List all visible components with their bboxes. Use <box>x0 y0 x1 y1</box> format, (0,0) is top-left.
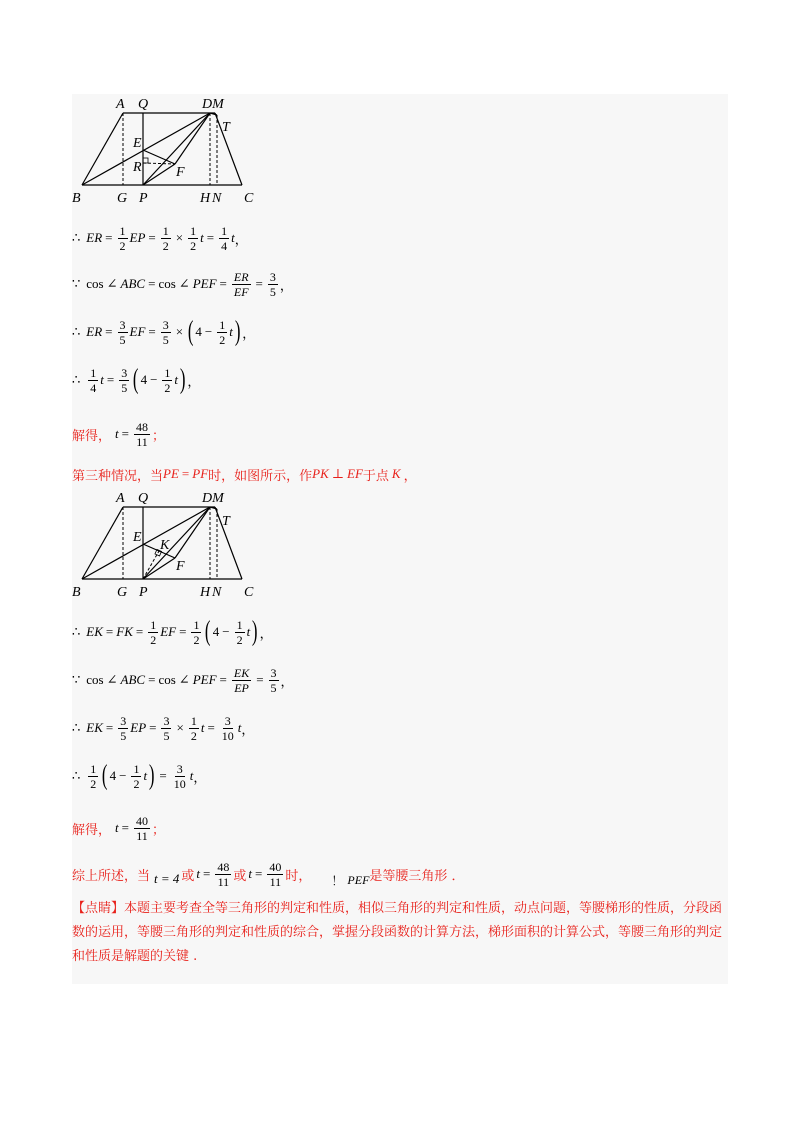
fig2-label-P: P <box>139 585 148 600</box>
equation-line-8: ∴ $\frac{1}{2}$ ( 4 − $\frac{1}{2}$ t ) = $\frac{3}{10}$ t ， <box>72 760 207 791</box>
fig2-label-G: G <box>117 585 128 600</box>
solution-line-1: 解得， t = $\frac{48}{11}$ ； <box>72 419 165 449</box>
key-point-paragraph <box>72 897 732 969</box>
geometry-figure-2 <box>72 488 272 605</box>
fig1-label-N: N <box>212 191 222 206</box>
fig2-label-H: H <box>200 585 211 600</box>
equation-line-7: ∴ EK = $\frac{3}{5}$ EP = $\frac{3}{5}$ × $\frac{1}{2}$ t = $\frac{3}{10}$ t ， <box>72 713 255 743</box>
fig1-label-E: E <box>133 136 142 151</box>
fig1-label-Q: Q <box>138 97 149 112</box>
fig1-label-C: C <box>244 191 254 206</box>
equation-line-5: ∴ EK = FK = $\frac{1}{2}$ EF = $\frac{1}{2}$ ( 4 − $\frac{1}{2}$ t ) ， <box>72 616 273 647</box>
fig1-label-P: P <box>139 191 148 206</box>
equation-line-1: ∴ ER = $\frac{1}{2}$ EP = $\frac{1}{2}$ × $\frac{1}{2}$ t = $\frac{1}{4}$ t ， <box>72 223 248 253</box>
fig1-label-G: G <box>117 191 128 206</box>
fig1-label-DM: DM <box>202 97 224 112</box>
fig1-label-B: B <box>72 191 81 206</box>
fig2-label-C: C <box>244 585 254 600</box>
conclusion-line: 综上所述，当 t = 4 或 t = $\frac{48}{11}$ 或 t = $\frac{40}{11}$ 时， ！ PEF 是等腰三角形 ． <box>72 859 465 889</box>
fig2-label-K: K <box>160 538 170 553</box>
fig2-label-B: B <box>72 585 81 600</box>
solution-line-2: 解得， t = $\frac{40}{11}$ ； <box>72 813 165 843</box>
equation-line-3: ∴ ER = $\frac{3}{5}$ EF = $\frac{3}{5}$ × ( 4 − $\frac{1}{2}$ t ) ， <box>72 316 256 347</box>
fig2-label-E: E <box>133 530 142 545</box>
fig1-label-F: F <box>176 165 185 180</box>
key-point-body: 本题主要考查全等三角形的判定和性质，相似三角形的判定和性质，动点问题，等腰梯形的性质，分段函数的运用，等腰三角形的判定和性质的综合，掌握分段函数的计算方法，梯形面积的计算公式，等腰三角形的判定和性质是解题的关键 . <box>72 901 723 964</box>
fig1-label-H: H <box>200 191 211 206</box>
fig1-label-A: A <box>116 97 125 112</box>
geometry-figure-1 <box>72 94 272 211</box>
fig1-label-R: R <box>133 160 142 175</box>
equation-line-2: ∵ cos ∠ ABC = cos ∠ PEF = $\frac{ER}{EF}$ = $\frac{3}{5}$ ， <box>72 269 293 299</box>
fig2-label-Q: Q <box>138 491 149 506</box>
fig1-label-T: T <box>222 120 230 135</box>
equation-line-6: ∵ cos ∠ ABC = cos ∠ PEF = $\frac{EK}{EP}$ = $\frac{3}{5}$ ， <box>72 665 294 695</box>
fig2-label-A: A <box>116 491 125 506</box>
equation-line-4: ∴ $\frac{1}{4}$ t = $\frac{3}{5}$ ( 4 − $\frac{1}{2}$ t ) ， <box>72 364 201 395</box>
fig2-label-F: F <box>176 559 185 574</box>
case-three-line: 第三种情况，当 PE = PF 时，如图所示，作 PK ⊥ EF 于点 K ， <box>72 466 417 484</box>
fig2-label-N: N <box>212 585 222 600</box>
fig2-label-T: T <box>222 514 230 529</box>
key-point-tag: 【点睛】 <box>72 901 125 916</box>
fig2-label-DM: DM <box>202 491 224 506</box>
